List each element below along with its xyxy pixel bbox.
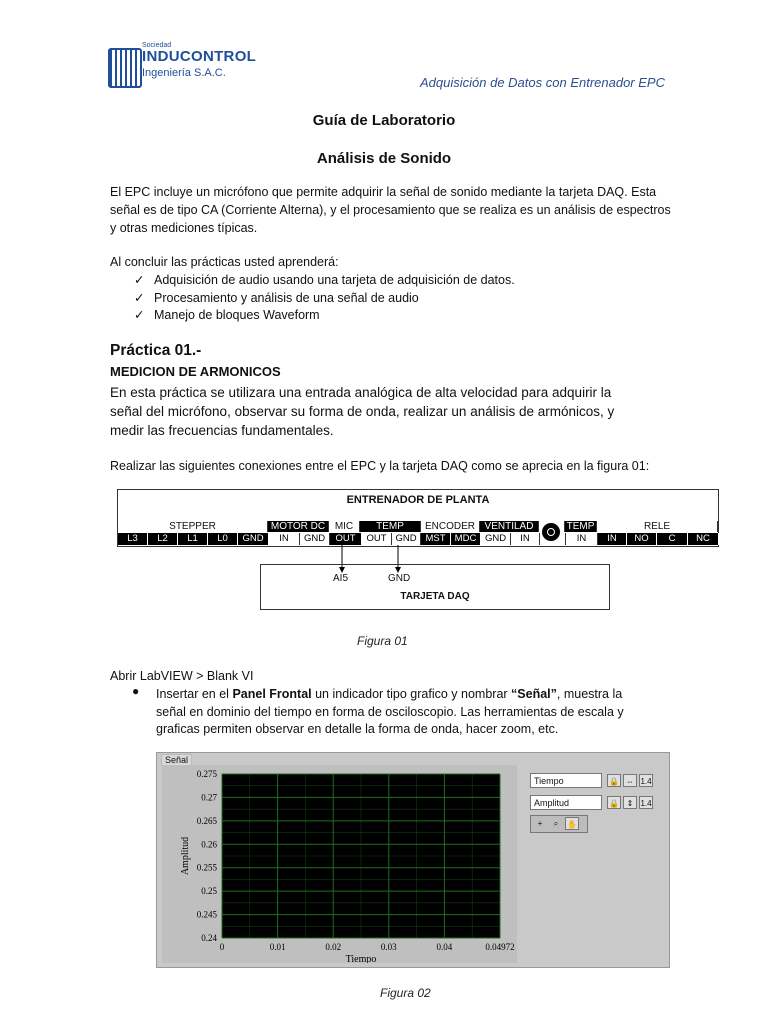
graph-palette <box>530 815 588 833</box>
y-tick-label: 0.275 <box>196 769 217 779</box>
checkmark-icon: ✓ <box>134 308 145 322</box>
connector-group-label: ENCODER <box>421 521 480 532</box>
y-tick-label: 0.25 <box>201 886 217 897</box>
connector-group-label: TEMP <box>360 521 421 532</box>
y-tick-label: 0.245 <box>196 909 217 920</box>
intro-line-2: señal es de tipo CA (Corriente Alterna), y el procesamiento que se realiza es un análisis de espectros <box>110 203 671 217</box>
connector-pin-label: IN <box>269 533 300 545</box>
practice-line-3: medir las frecuencias fundamentales. <box>110 423 334 438</box>
y-scale-name-field[interactable]: Amplitud <box>530 795 602 810</box>
graph-label: Señal <box>161 754 192 766</box>
connector-pin-label: MST <box>421 533 451 545</box>
x-tick-label: 0.03 <box>380 942 397 952</box>
trainer-title: ENTRENADOR DE PLANTA <box>346 494 490 506</box>
connector-pin-label: OUT <box>330 533 362 545</box>
intro-line-1: El EPC incluye un micrófono que permite adquirir la señal de sonido mediante la tarjeta DAQ. Esta <box>110 185 657 199</box>
labview-instruction: Abrir LabVIEW > Blank VI <box>110 669 254 683</box>
intro-line-3: y otras mediciones típicas. <box>110 221 258 235</box>
connector-pin-label: L3 <box>118 533 148 545</box>
connector-pin-label: NO <box>627 533 657 545</box>
bullet-text <box>156 686 624 739</box>
figure-1-caption: Figura 01 <box>357 634 408 648</box>
x-tick-label: 0.02 <box>325 942 342 952</box>
x-tick-label: 0 <box>219 942 225 952</box>
zoom-tool-icon[interactable]: ⌕ <box>549 817 563 830</box>
bullet-icon: ● <box>132 684 140 698</box>
practice-line-1: En esta práctica se utilizara una entrada analógica de alta velocidad para adquirir la <box>110 385 612 400</box>
bullet-line-2: señal en dominio del tiempo en forma de osciloscopio. Las herramientas de escala y <box>156 704 624 719</box>
format-icon[interactable]: 1.4 <box>639 774 653 787</box>
connector-pin-label: L0 <box>208 533 238 545</box>
connector-pin-label: OUT <box>362 533 392 545</box>
connector-pin-label: IN <box>511 533 540 545</box>
connector-pin-label: IN <box>566 533 598 545</box>
waveform-plot[interactable] <box>162 765 517 963</box>
connector-group-label: TEMP <box>565 521 597 532</box>
lock-icon[interactable]: 🔒 <box>607 774 621 787</box>
learn-item-text: Manejo de bloques Waveform <box>154 308 320 322</box>
autoscale-icon[interactable]: ⇔ <box>623 774 637 787</box>
connector-pin-label: GND <box>238 533 269 545</box>
y-tick-label: 0.26 <box>201 839 217 850</box>
practice-line-2: señal del micrófono, observar su forma de onda, realizar un análisis de armónicos, y <box>110 404 615 419</box>
connections-instruction: Realizar las siguientes conexiones entre el EPC y la tarjeta DAQ como se aprecia en la figura 01: <box>110 459 650 473</box>
scale-legend <box>527 765 659 845</box>
daq-title: TARJETA DAQ <box>400 591 470 602</box>
daq-pin-ai5: AI5 <box>333 573 349 584</box>
learn-lead: Al concluir las prácticas usted aprenderá: <box>110 255 339 269</box>
connector-pin-label: GND <box>392 533 421 545</box>
connector-group-label: MIC <box>329 521 360 532</box>
lock-icon[interactable]: 🔒 <box>607 796 621 809</box>
daq-card-box <box>260 564 610 610</box>
connector-pin-label: IN <box>598 533 627 545</box>
connector-pin-label: NC <box>688 533 719 545</box>
connector-pin-label: L1 <box>178 533 208 545</box>
connector-group-label: VENTILAD <box>480 521 539 532</box>
logo-bottom-text: Ingeniería S.A.C. <box>142 67 226 79</box>
y-tick-label: 0.265 <box>196 815 217 826</box>
daq-pin-gnd: GND <box>388 573 411 584</box>
connector-pin-label: GND <box>300 533 330 545</box>
learn-item-text: Procesamiento y análisis de una señal de audio <box>154 291 419 305</box>
connector-group-label: STEPPER <box>118 521 268 532</box>
pan-tool-icon[interactable]: ✋ <box>565 817 579 830</box>
header-document-title: Adquisición de Datos con Entrenador EPC <box>420 75 665 90</box>
format-icon[interactable]: 1.4 <box>639 796 653 809</box>
checkmark-icon: ✓ <box>134 291 145 305</box>
bullet-line-1: Insertar en el Panel Frontal un indicador tipo grafico y nombrar “Señal”, muestra la <box>156 687 623 701</box>
bullet-line-3: graficas permiten observar en detalle la forma de onda, hacer zoom, etc. <box>156 722 559 736</box>
y-axis-label: Amplitud <box>180 836 191 876</box>
autoscale-icon[interactable]: ⇕ <box>623 796 637 809</box>
y-tick-label: 0.255 <box>196 862 217 873</box>
y-tick-label: 0.24 <box>201 933 217 943</box>
connector-pin-label: MDC <box>451 533 481 545</box>
logo-main-text: INDUCONTROL <box>142 48 257 65</box>
logo-sub-text: Sociedad <box>142 42 172 49</box>
figure-2-caption: Figura 02 <box>380 986 431 1000</box>
x-scale-name-field[interactable]: Tiempo <box>530 773 602 788</box>
connector-pin-label: L2 <box>148 533 178 545</box>
y-tick-label: 0.27 <box>201 792 217 803</box>
x-tick-label: 0.04972 <box>485 942 515 952</box>
connector-group-label: RELE <box>597 521 718 532</box>
graph-frame <box>162 765 517 963</box>
labview-waveform-graph <box>156 752 670 968</box>
practice-heading: Práctica 01.- <box>110 342 202 359</box>
cursor-tool-icon[interactable]: + <box>533 817 547 830</box>
connector-group-label: MOTOR DC <box>268 521 329 532</box>
connector-pin-label: GND <box>481 533 511 545</box>
connector-pin-label: C <box>657 533 688 545</box>
learn-item-text: Adquisición de audio usando una tarjeta de adquisición de datos. <box>154 273 515 287</box>
x-axis-label: Tiempo <box>345 954 377 963</box>
x-tick-label: 0.01 <box>269 942 286 952</box>
x-tick-label: 0.04 <box>436 942 453 952</box>
practice-subheading: MEDICION DE ARMONICOS <box>110 364 281 379</box>
checkmark-icon: ✓ <box>134 273 145 287</box>
topic-title: Análisis de Sonido <box>316 150 452 167</box>
guide-title: Guía de Laboratorio <box>312 112 456 129</box>
